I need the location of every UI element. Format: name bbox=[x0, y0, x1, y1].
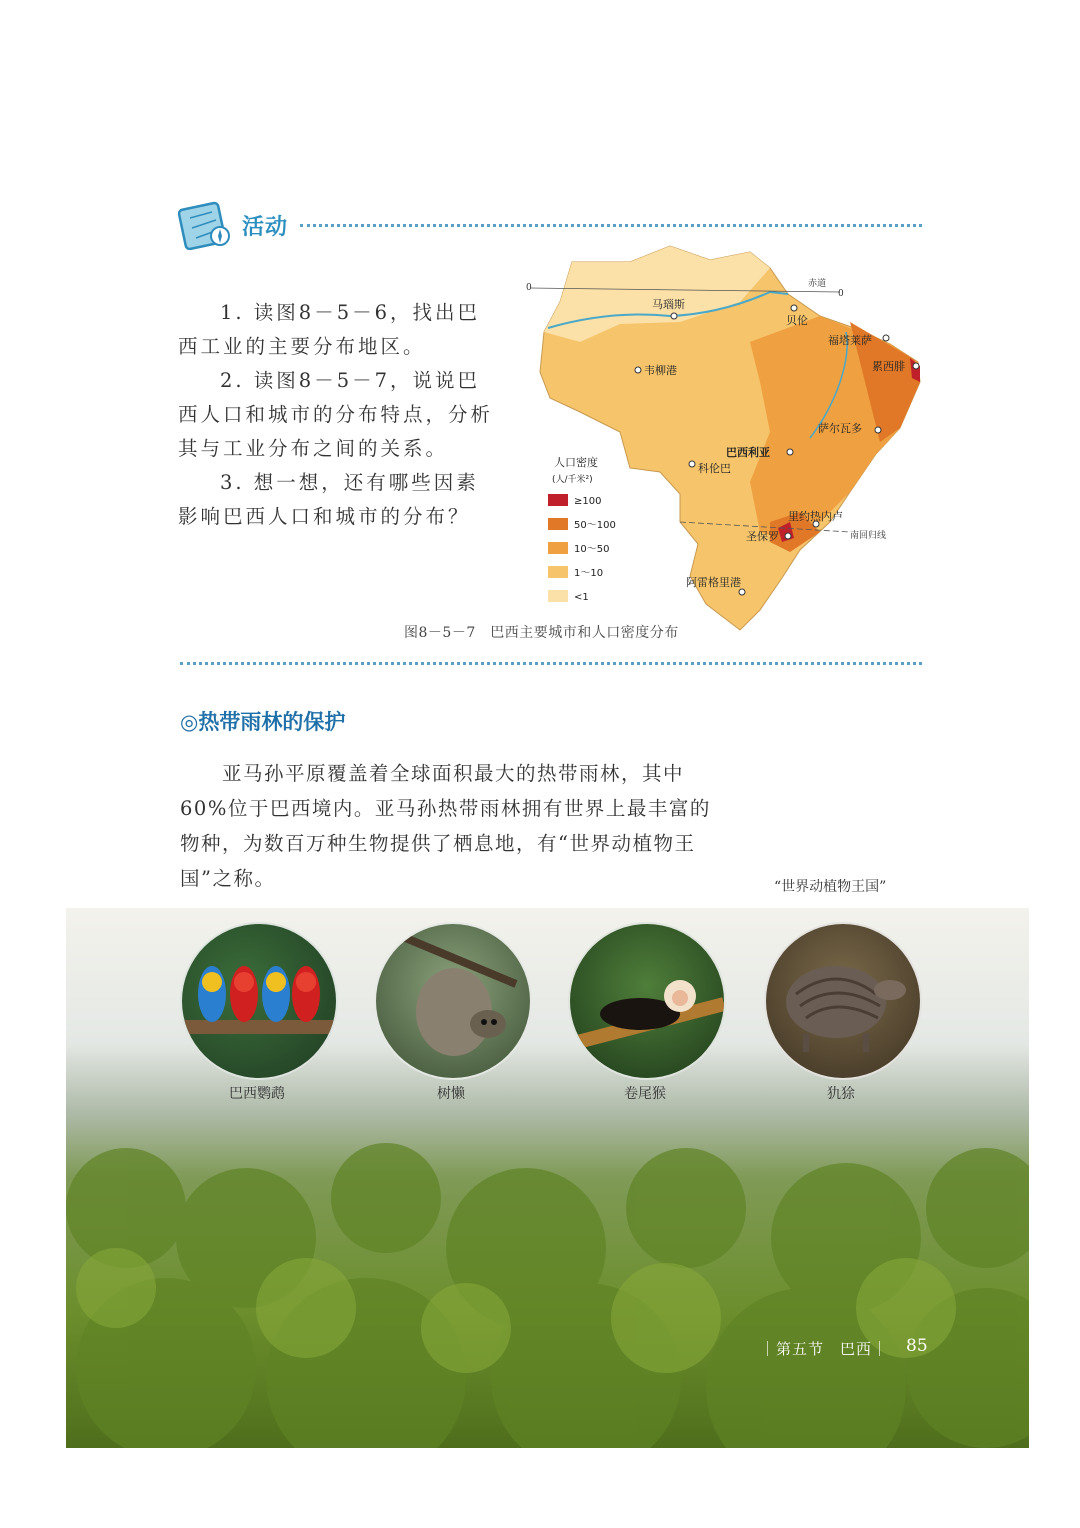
armadillo-photo bbox=[764, 922, 922, 1080]
animal-label-parrot: 巴西鹦鹉 bbox=[229, 1086, 285, 1102]
section-footer: ｜第五节 巴西｜ bbox=[760, 1340, 889, 1358]
map-caption: 图8－5－7 巴西主要城市和人口密度分布 bbox=[404, 625, 679, 641]
legend-label: 1～10 bbox=[574, 568, 604, 579]
zero-label-right: 0 bbox=[838, 289, 844, 299]
section-paragraph: 亚马孙平原覆盖着全球面积最大的热带雨林，其中60%位于巴西境内。亚马孙热带雨林拥有世界上最丰富的物种，为数百万种生物提供了栖息地，有“世界动植物王国”之称。 bbox=[180, 762, 711, 890]
equator-label: 赤道 bbox=[808, 279, 827, 289]
legend-label: 50～100 bbox=[574, 520, 616, 531]
tropic-label: 南回归线 bbox=[850, 531, 887, 541]
animal-label-capuchin: 卷尾猴 bbox=[624, 1086, 666, 1102]
legend-label: 10～50 bbox=[574, 544, 610, 555]
dotted-divider bbox=[180, 662, 922, 665]
section-body bbox=[180, 756, 725, 896]
city-recife: 累西腓 bbox=[872, 360, 905, 373]
city-sao-paulo: 圣保罗 bbox=[746, 530, 779, 543]
map-legend bbox=[548, 455, 616, 603]
brazil-population-map bbox=[520, 232, 930, 632]
city-porto-velho: 韦柳港 bbox=[644, 364, 677, 377]
city-manaus: 马瑙斯 bbox=[652, 298, 685, 311]
legend-swatch bbox=[548, 494, 568, 506]
city-porto-alegre: 阿雷格里港 bbox=[686, 576, 741, 589]
activity-questions bbox=[178, 296, 498, 534]
capuchin-photo bbox=[568, 922, 726, 1080]
rainforest-photo bbox=[66, 908, 1029, 1448]
city-rio: 里约热内卢 bbox=[788, 510, 843, 523]
photo-title: “世界动植物王国” bbox=[774, 879, 887, 895]
city-belem: 贝伦 bbox=[786, 314, 808, 327]
animal-label-armadillo: 犰狳 bbox=[827, 1086, 855, 1102]
question-2: 2. 读图8－5－7，说说巴西人口和城市的分布特点，分析其与工业分布之间的关系。 bbox=[178, 369, 494, 460]
legend-swatch bbox=[548, 518, 568, 530]
city-brasilia: 巴西利亚 bbox=[726, 446, 770, 459]
dotted-divider bbox=[300, 224, 922, 227]
question-1: 1. 读图8－5－6，找出巴西工业的主要分布地区。 bbox=[178, 301, 481, 358]
question-3: 3. 想一想，还有哪些因素影响巴西人口和城市的分布？ bbox=[178, 471, 479, 528]
page-number: 85 bbox=[906, 1336, 928, 1356]
legend-unit: (人/千米²) bbox=[552, 475, 593, 485]
legend-swatch bbox=[548, 566, 568, 578]
city-corumba: 科伦巴 bbox=[698, 462, 731, 475]
legend-label: <1 bbox=[574, 592, 589, 603]
legend-title: 人口密度 bbox=[554, 456, 598, 469]
city-salvador: 萨尔瓦多 bbox=[818, 422, 862, 435]
activity-title: 活动 bbox=[242, 215, 289, 240]
zero-label-left: 0 bbox=[526, 283, 532, 293]
sloth-photo bbox=[374, 922, 532, 1080]
parrot-photo bbox=[180, 922, 338, 1080]
animal-label-sloth: 树懒 bbox=[437, 1086, 465, 1102]
legend-swatch bbox=[548, 590, 568, 602]
city-fortaleza: 福塔莱萨 bbox=[828, 334, 872, 347]
section-title: ◎热带雨林的保护 bbox=[180, 710, 346, 734]
activity-icon bbox=[178, 198, 236, 250]
legend-label: ≥100 bbox=[574, 496, 602, 507]
legend-swatch bbox=[548, 542, 568, 554]
